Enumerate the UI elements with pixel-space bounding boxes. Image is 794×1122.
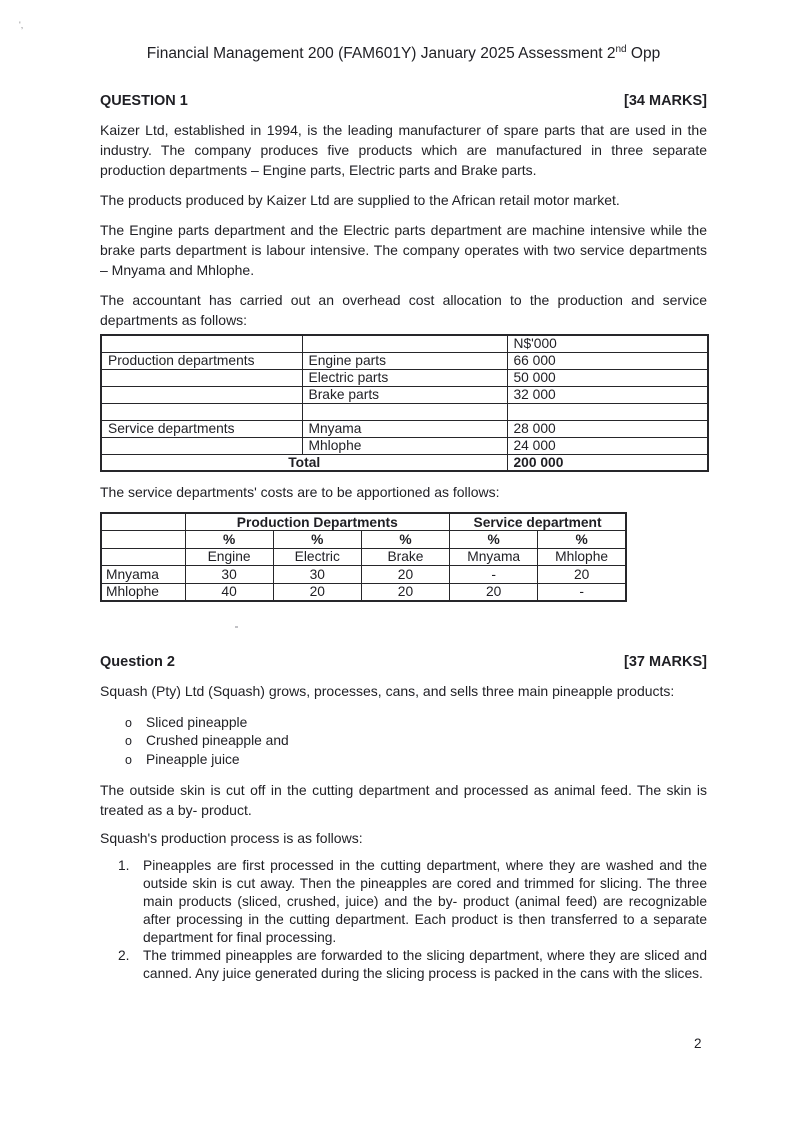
question1-heading: QUESTION 1 (100, 93, 188, 109)
table-cell-unit-header: N$'000 (507, 335, 708, 352)
table-cell (101, 548, 185, 566)
question1-paragraph-2: The products produced by Kaizer Ltd are supplied to the African retail motor market. (100, 192, 620, 208)
table-cell-value: - (538, 583, 626, 601)
table-cell (302, 335, 507, 352)
question2-paragraph-skin: The outside skin is cut off in the cutting department and processed as animal feed. The skin is treated as a by- product. (100, 782, 707, 818)
table-cell (101, 335, 302, 352)
question2-intro: Squash (Pty) Ltd (Squash) grows, processes, cans, and sells three main pineapple products: (100, 682, 675, 699)
question1-paragraph-1: Kaizer Ltd, established in 1994, is the leading manufacturer of spare parts that are used in the industry. The company produces five products which are manufactured in three separate production departments – Engine parts, Electric parts and Brake parts. (100, 122, 707, 178)
table-row (101, 437, 708, 454)
table-cell (101, 403, 302, 420)
table-cell-amount: 66 000 (507, 352, 708, 369)
table-cell-sub-header: Engine (185, 548, 273, 566)
table-cell-value: 20 (361, 583, 449, 601)
table-cell-department: Electric parts (302, 369, 507, 386)
question2-heading: Question 2 (100, 653, 175, 670)
question1-header (100, 93, 707, 110)
table-cell-category: Production departments (101, 352, 302, 369)
scan-artifact: ', (19, 20, 24, 30)
table-row-group-headers (101, 513, 626, 531)
table-row (101, 369, 708, 386)
table-cell (302, 403, 507, 420)
table-cell-category (101, 386, 302, 403)
table-row-mnyama (101, 566, 626, 584)
table-cell-sub-header: Electric (273, 548, 361, 566)
bullet-marker: o (125, 715, 132, 730)
table-cell (101, 513, 185, 531)
table-cell-percent: % (273, 531, 361, 549)
table-cell-sub-header: Mnyama (450, 548, 538, 566)
document-title (100, 44, 707, 63)
list-item (125, 732, 707, 751)
table-cell-row-label: Mhlophe (101, 583, 185, 601)
table-cell-category: Service departments (101, 420, 302, 437)
table-cell-sub-header: Brake (361, 548, 449, 566)
table-cell-amount: 28 000 (507, 420, 708, 437)
question2-header (100, 654, 707, 671)
table-row (101, 420, 708, 437)
table-row-sub-headers (101, 548, 626, 566)
list-item-number: 1. (118, 858, 130, 873)
table-cell-department: Mhlophe (302, 437, 507, 454)
scan-artifact (235, 626, 238, 628)
table-cell-percent: % (361, 531, 449, 549)
list-item-text: Pineapples are first processed in the cutting department, where they are washed and the outside skin is cut away. Then the pineapples are cored and trimmed for slicing. The three main products (sliced, crushed, juice) and the by- product (animal feed) are recognizable after processing in the cutting department. Each product is then transferred to a separate department for final processing. (143, 858, 707, 945)
list-item-text: Pineapple juice (146, 751, 240, 767)
question2-paragraph-process: Squash's production process is as follows: (100, 830, 363, 846)
table-row-total (101, 454, 708, 471)
bullet-marker: o (125, 734, 132, 748)
table-cell-department: Brake parts (302, 386, 507, 403)
table-cell-amount: 24 000 (507, 437, 708, 454)
list-item-text: Crushed pineapple and (146, 733, 289, 748)
list-item-text: The trimmed pineapples are forwarded to the slicing department, where they are sliced and canned. Any juice generated during the slicing process is packed in the cans with the slices. (143, 948, 707, 981)
table-row-percent-headers (101, 531, 626, 549)
table-cell-value: 30 (273, 566, 361, 584)
table-cell-total-value: 200 000 (507, 454, 708, 471)
table-row (101, 403, 708, 420)
table-cell-value: 20 (450, 583, 538, 601)
page-number: 2 (694, 1036, 702, 1051)
list-item (125, 714, 707, 733)
document-title-tail: Opp (626, 45, 661, 62)
list-item (100, 857, 707, 947)
table-cell-category (101, 369, 302, 386)
question1-paragraph-5: The service departments' costs are to be apportioned as follows: (100, 484, 500, 500)
table-cell-row-label: Mnyama (101, 566, 185, 584)
overhead-allocation-table (100, 334, 709, 472)
question2-marks: [37 MARKS] (624, 653, 707, 670)
table-cell-sub-header: Mhlophe (538, 548, 626, 566)
table-cell-percent: % (450, 531, 538, 549)
list-item-number: 2. (118, 948, 130, 963)
table-cell-percent: % (538, 531, 626, 549)
document-title-ordinal: nd (615, 43, 627, 55)
table-cell-value: 20 (361, 566, 449, 584)
list-item-text: Sliced pineapple (146, 714, 248, 730)
list-item (125, 751, 707, 770)
document-title-main: Financial Management 200 (FAM601Y) January 2025 Assessment 2 (146, 45, 616, 62)
table-cell-amount: 50 000 (507, 369, 708, 386)
process-steps-list (100, 857, 707, 983)
table-cell-production-group-header: Production Departments (185, 513, 450, 531)
table-row-mhlophe (101, 583, 626, 601)
table-cell-department: Engine parts (302, 352, 507, 369)
table-cell-total-label: Total (101, 454, 507, 471)
table-cell-category (101, 437, 302, 454)
table-row (101, 335, 708, 352)
table-cell-service-group-header: Service department (450, 513, 626, 531)
question1-paragraph-4: The accountant has carried out an overhead cost allocation to the production and service departments as follows: (100, 292, 707, 328)
table-cell-value: - (450, 566, 538, 584)
apportionment-table (100, 512, 627, 602)
table-row (101, 386, 708, 403)
table-cell-value: 40 (185, 583, 273, 601)
table-cell-value: 20 (538, 566, 626, 584)
table-cell-value: 30 (185, 566, 273, 584)
product-bullet-list (100, 714, 707, 770)
table-cell (101, 531, 185, 549)
table-cell-amount: 32 000 (507, 386, 708, 403)
bullet-marker: o (125, 752, 132, 767)
question1-marks: [34 MARKS] (624, 93, 707, 109)
list-item (100, 947, 707, 983)
question1-paragraph-3: The Engine parts department and the Electric parts department are machine intensive while the brake parts department is labour intensive. The company operates with two service departments – Mnyama and Mhlophe. (100, 222, 707, 278)
table-row (101, 352, 708, 369)
table-cell-value: 20 (273, 583, 361, 601)
table-cell-department: Mnyama (302, 420, 507, 437)
table-cell (507, 403, 708, 420)
table-cell-percent: % (185, 531, 273, 549)
